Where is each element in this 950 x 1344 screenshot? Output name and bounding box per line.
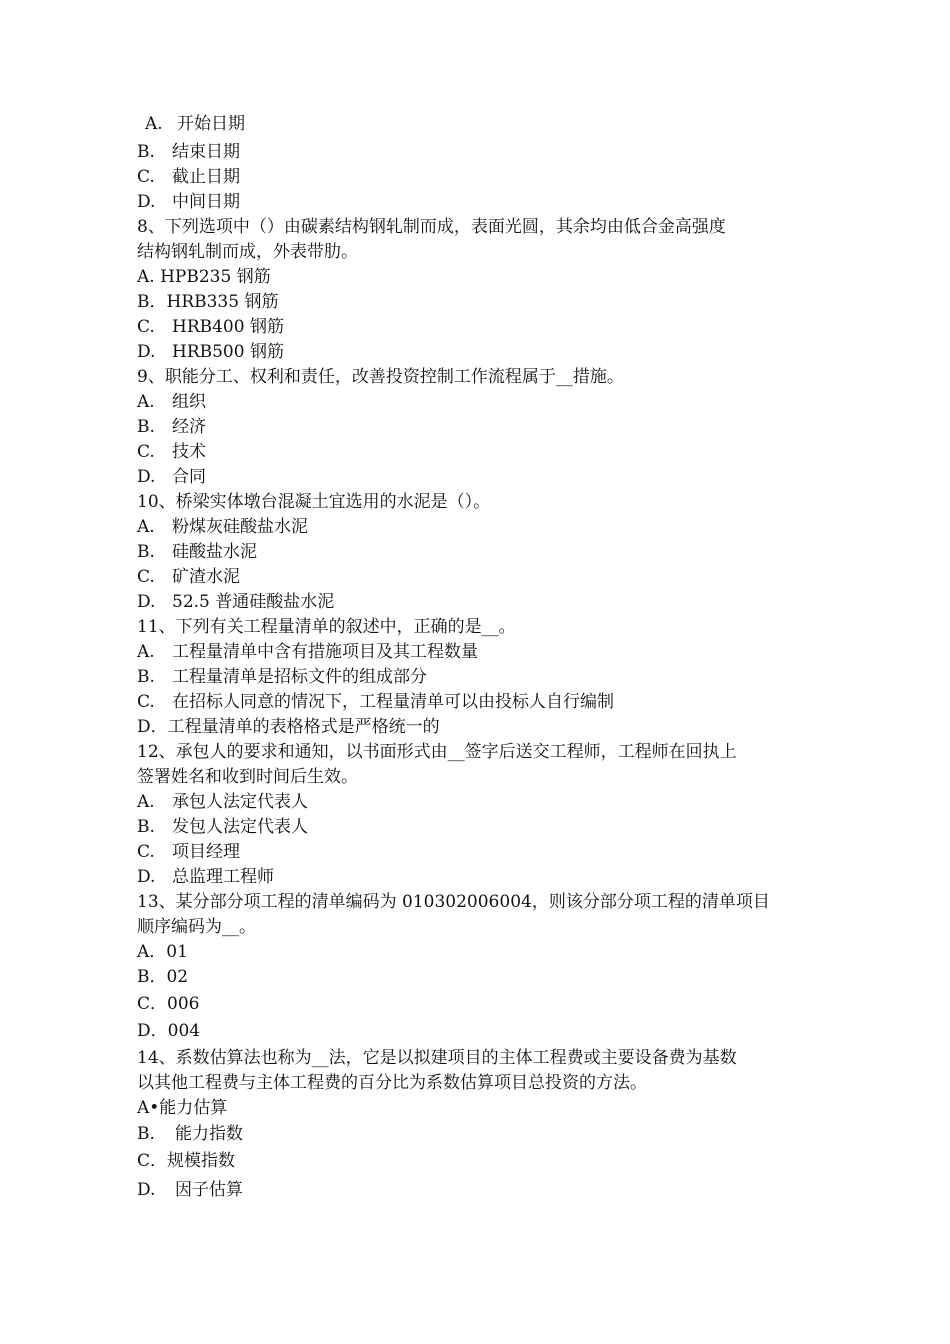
- option-label: D.: [137, 192, 156, 212]
- option-q13-a: A．01: [137, 942, 188, 962]
- option-text: 技术: [172, 442, 206, 462]
- option-label: A.: [137, 392, 155, 412]
- option-label: C.: [137, 317, 155, 337]
- option-label: B.: [137, 142, 155, 162]
- option-q13-d: D．004: [137, 1021, 201, 1041]
- option-text: 矿渣水泥: [172, 567, 240, 587]
- option-label: D.: [137, 467, 156, 487]
- option-label: B.: [137, 817, 155, 837]
- option-label: A.: [145, 114, 163, 134]
- option-q8-c: [137, 316, 284, 338]
- option-q10-c: [137, 566, 240, 588]
- option-q12-c: [137, 841, 240, 863]
- option-text: 中间日期: [172, 192, 240, 212]
- option-text: 截止日期: [172, 167, 240, 187]
- option-label: B.: [137, 542, 155, 562]
- option-q8-a: A. HPB235 钢筋: [137, 267, 271, 287]
- option-text: 承包人法定代表人: [172, 792, 308, 812]
- option-q13-b: B．02: [137, 967, 189, 987]
- option-q12-a: [137, 791, 308, 813]
- option-label: B.: [137, 1124, 155, 1144]
- option-text: 在招标人同意的情况下，工程量清单可以由投标人自行编制: [172, 692, 614, 712]
- option-q14-b: [137, 1123, 243, 1145]
- option-q7-d: [137, 191, 240, 213]
- question-13-line-1: 13、某分部分项工程的清单编码为 010302006004，则该分部分项工程的清单项目: [137, 892, 770, 912]
- option-text: 结束日期: [172, 142, 240, 162]
- option-label: B.: [137, 417, 155, 437]
- question-8-line-2: 结构钢轧制而成，外表带肋。: [137, 242, 358, 262]
- option-text: 硅酸盐水泥: [172, 542, 257, 562]
- option-label: C.: [137, 842, 155, 862]
- option-text: 工程量清单是招标文件的组成部分: [172, 667, 427, 687]
- option-label: C.: [137, 442, 155, 462]
- option-q10-d: [137, 591, 334, 613]
- option-label: A.: [137, 792, 155, 812]
- question-13-line-2: 顺序编码为__。: [137, 917, 256, 937]
- option-q9-c: [137, 441, 206, 463]
- option-text: HRB500 钢筋: [172, 342, 284, 362]
- option-text: 经济: [172, 417, 206, 437]
- option-text: 组织: [172, 392, 206, 412]
- option-text: 总监理工程师: [172, 867, 274, 887]
- question-12-line-2: 签署姓名和收到时间后生效。: [137, 767, 358, 787]
- option-q9-a: [137, 391, 206, 413]
- option-q9-b: [137, 416, 206, 438]
- option-q14-d: [137, 1179, 243, 1201]
- option-text: 因子估算: [175, 1180, 243, 1200]
- option-text: HRB400 钢筋: [172, 317, 284, 337]
- question-9: 9、职能分工、权利和责任，改善投资控制工作流程属于__措施。: [137, 367, 624, 387]
- option-q7-b: [137, 141, 240, 163]
- question-14-line-2: 以其他工程费与主体工程费的百分比为系数估算项目总投资的方法。: [137, 1073, 647, 1093]
- option-q11-c: [137, 691, 614, 713]
- option-text: 发包人法定代表人: [172, 817, 308, 837]
- option-q10-b: [137, 541, 257, 563]
- question-12-line-1: 12、承包人的要求和通知，以书面形式由__签字后送交工程师，工程师在回执上: [137, 742, 737, 762]
- option-text: 项目经理: [172, 842, 240, 862]
- option-text: 开始日期: [177, 114, 245, 134]
- option-text: 能力指数: [175, 1124, 243, 1144]
- option-q11-a: [137, 641, 478, 663]
- option-label: D.: [137, 342, 156, 362]
- option-q9-d: [137, 466, 206, 488]
- option-q11-b: [137, 666, 427, 688]
- option-label: A.: [137, 642, 155, 662]
- option-label: C.: [137, 567, 155, 587]
- option-q13-c: C．006: [137, 994, 200, 1014]
- option-q12-b: [137, 816, 308, 838]
- option-q14-c: C．规模指数: [137, 1151, 236, 1171]
- option-label: D.: [137, 867, 156, 887]
- question-11: 11、下列有关工程量清单的叙述中，正确的是__。: [137, 617, 516, 637]
- option-q11-d: D．工程量清单的表格格式是严格统一的: [137, 717, 440, 737]
- option-text: 52.5 普通硅酸盐水泥: [172, 592, 335, 612]
- option-label: C.: [137, 692, 155, 712]
- option-label: A.: [137, 517, 155, 537]
- option-q8-b: B．HRB335 钢筋: [137, 292, 279, 312]
- option-label: C.: [137, 167, 155, 187]
- option-q10-a: [137, 516, 308, 538]
- option-q7-a: [145, 113, 245, 135]
- option-label: D.: [137, 1180, 156, 1200]
- option-q12-d: [137, 866, 274, 888]
- option-q8-d: [137, 341, 284, 363]
- question-8-line-1: 8、下列选项中（）由碳素结构钢轧制而成，表面光圆，其余均由低合金高强度: [137, 217, 726, 237]
- option-text: 工程量清单中含有措施项目及其工程数量: [172, 642, 478, 662]
- option-text: 粉煤灰硅酸盐水泥: [172, 517, 308, 537]
- question-10: 10、桥梁实体墩台混凝土宜选用的水泥是（）。: [137, 492, 491, 512]
- option-text: 合同: [172, 467, 206, 487]
- option-label: B.: [137, 667, 155, 687]
- option-q7-c: [137, 166, 240, 188]
- question-14-line-1: 14、系数估算法也称为__法，它是以拟建项目的主体工程费或主要设备费为基数: [137, 1048, 737, 1068]
- option-label: D.: [137, 592, 156, 612]
- option-q14-a: A•能力估算: [137, 1098, 228, 1118]
